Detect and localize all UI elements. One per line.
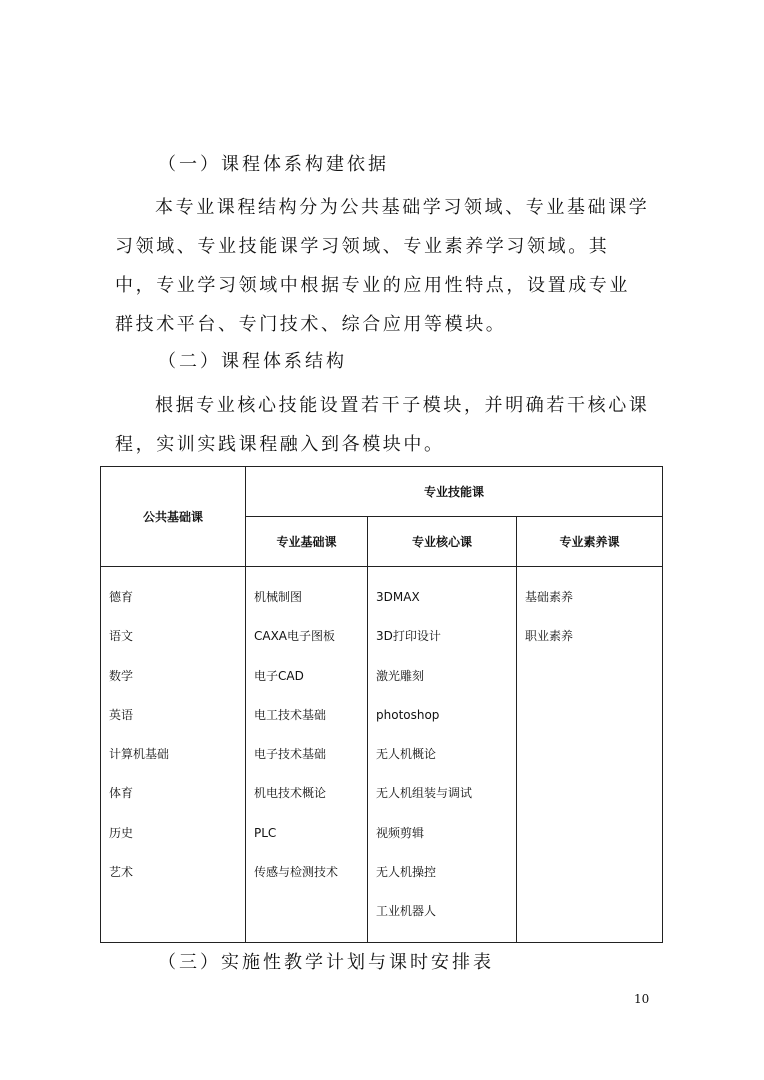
course-item: 无人机概论 [376, 747, 437, 762]
header-literacy-courses: 专业素养课 [517, 517, 663, 567]
curriculum-table [100, 466, 663, 943]
course-item: 3DMAX [376, 590, 420, 604]
course-item: 电子技术基础 [254, 747, 327, 762]
course-item: photoshop [376, 707, 440, 722]
course-item: 机电技术概论 [254, 786, 327, 801]
course-item: 艺术 [109, 865, 134, 880]
section-1-paragraph: 本专业课程结构分为公共基础学习领域、专业基础课学习领域、专业技能课学习领域、专业素养学习领域。其中，专业学习领域中根据专业的应用性特点，设置成专业群技术平台、专门技术、综合应用等模块。 [115, 197, 650, 335]
section-1-heading: （一）课程体系构建依据 [158, 154, 389, 175]
course-item: 激光雕刻 [376, 668, 425, 683]
page-number: 10 [634, 992, 650, 1006]
header-core-courses: 专业核心课 [368, 517, 517, 567]
course-item: 无人机操控 [376, 865, 437, 880]
course-item: 历史 [109, 825, 134, 840]
course-item: 传感与检测技术 [254, 865, 339, 880]
section-2-paragraph: 根据专业核心技能设置若干子模块，并明确若干核心课程，实训实践课程融入到各模块中。 [115, 395, 650, 455]
literacy-course-list [517, 567, 663, 943]
core-course-list [368, 567, 517, 943]
header-public-courses: 公共基础课 [101, 467, 246, 567]
basic-course-list [246, 567, 368, 943]
course-item: 无人机组装与调试 [376, 786, 473, 801]
course-item: 工业机器人 [376, 904, 437, 919]
course-item: 体育 [109, 786, 134, 801]
course-item: 英语 [109, 707, 134, 722]
section-3-heading: （三）实施性教学计划与课时安排表 [158, 952, 494, 973]
course-item: PLC [254, 825, 277, 840]
course-item: 语文 [109, 629, 134, 644]
header-basic-courses: 专业基础课 [246, 517, 368, 567]
course-item: 基础素养 [525, 590, 574, 604]
course-item: 德育 [109, 590, 134, 604]
course-item: 职业素养 [525, 629, 574, 644]
course-item: 电工技术基础 [254, 707, 327, 722]
course-item: 数学 [109, 668, 134, 683]
course-item: 机械制图 [254, 590, 303, 604]
section-2-heading: （二）课程体系结构 [158, 351, 347, 372]
course-item: CAXA电子图板 [254, 629, 336, 644]
public-course-list [101, 567, 246, 943]
course-item: 视频剪辑 [376, 825, 425, 840]
header-skill-courses: 专业技能课 [246, 467, 663, 517]
course-item: 3D打印设计 [376, 629, 441, 644]
course-item: 电子CAD [254, 668, 304, 683]
course-item: 计算机基础 [109, 747, 170, 762]
